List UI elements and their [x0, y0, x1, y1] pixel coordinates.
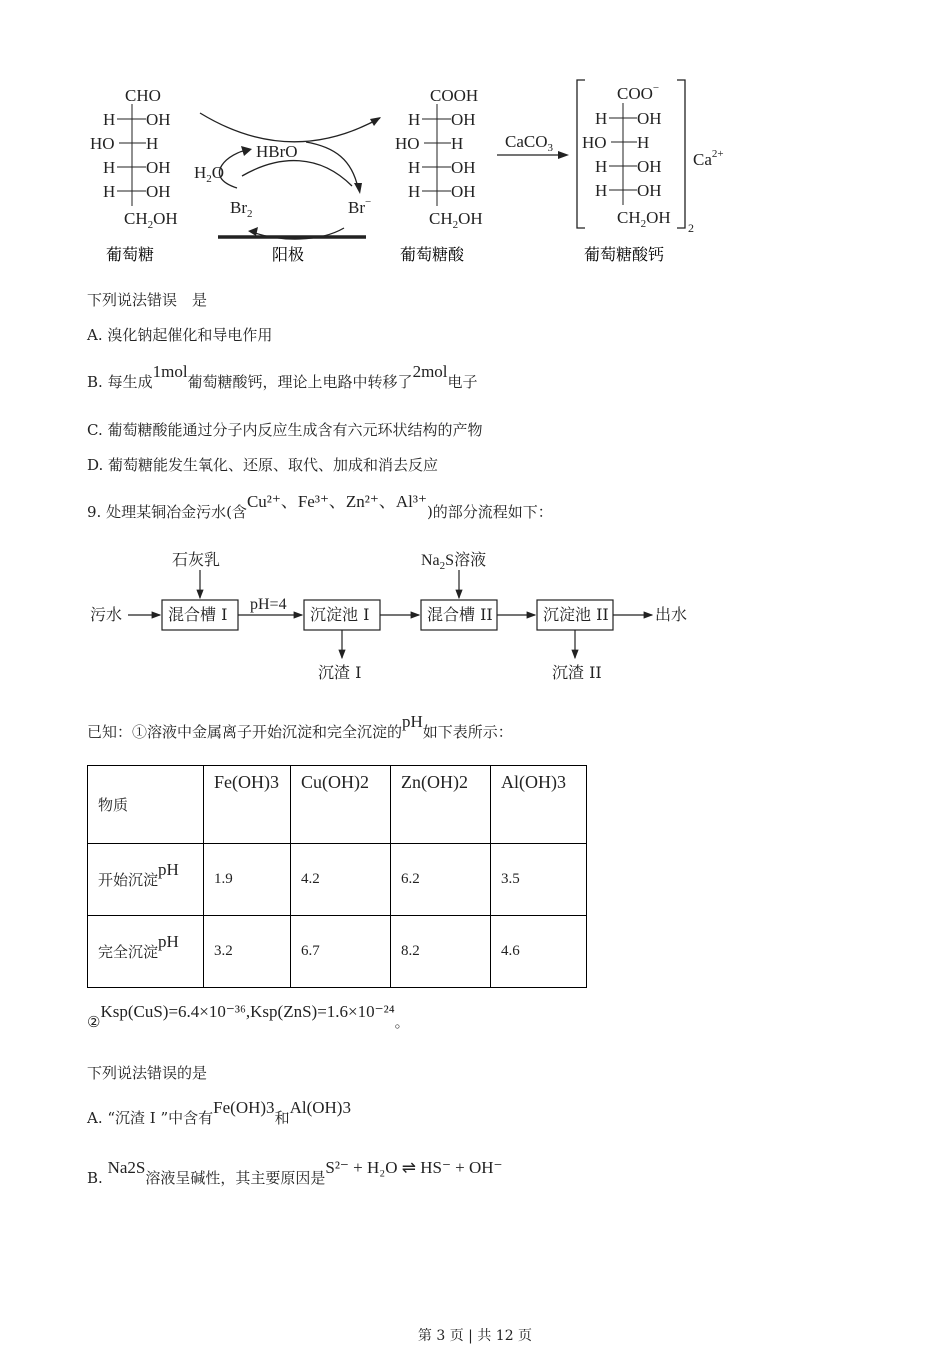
table-header: Fe(OH)3 [204, 766, 291, 844]
table-row-label: 完全沉淀pH [88, 916, 204, 988]
table-cell: 8.2 [391, 916, 491, 988]
ph-table [87, 765, 587, 988]
svg-text:OH: OH [451, 110, 476, 129]
table-header: Al(OH)3 [491, 766, 587, 844]
svg-text:OH: OH [146, 182, 171, 201]
q8-option-d[interactable]: D. 葡萄糖能发生氧化、还原、取代、加成和消去反应 [87, 456, 439, 474]
svg-text:H: H [637, 133, 650, 152]
flow-sludge-1: 沉渣 I [318, 663, 362, 682]
table-header: 物质 [88, 766, 204, 844]
q9-option-b[interactable]: B. Na2S溶液呈碱性，其主要原因是S²⁻ + H₂O ⇌ HS⁻ + OH⁻ [87, 1158, 503, 1187]
svg-text:OH: OH [637, 157, 662, 176]
svg-text:OH: OH [451, 182, 476, 201]
svg-text:Ca2+: $Ca^{2+}$ [693, 148, 724, 169]
svg-text:H: H [595, 109, 608, 128]
svg-text:HO: HO [582, 133, 607, 152]
glucose-structure [90, 86, 178, 231]
svg-text:OH: OH [146, 110, 171, 129]
flow-pool-1: 沉淀池 I [310, 605, 370, 624]
svg-text:H: H [408, 158, 421, 177]
svg-text:H: H [408, 182, 421, 201]
flow-tank-1: 混合槽 I [168, 605, 228, 624]
svg-text:H: H [103, 182, 116, 201]
process-flow-diagram [85, 545, 705, 690]
svg-text:CH2OH: $CH_2OH$ [429, 209, 483, 231]
flow-pool-2: 沉淀池 II [543, 605, 609, 624]
flow-outlet: 出水 [655, 605, 688, 624]
svg-text:CH2OH: $CH_2OH$ [124, 209, 178, 231]
svg-text:OH: OH [637, 109, 662, 128]
svg-text:H: H [103, 110, 116, 129]
gluconic-acid-structure [395, 86, 483, 231]
svg-text:OH: OH [146, 158, 171, 177]
flow-inlet: 污水 [90, 605, 123, 624]
q8-option-c[interactable]: C. 葡萄糖酸能通过分子内反应生成含有六元环状结构的产物 [87, 421, 483, 439]
q8-option-a[interactable]: A. 溴化钠起催化和导电作用 [87, 326, 273, 344]
svg-text:H: H [595, 157, 608, 176]
table-cell: 4.2 [291, 844, 391, 916]
svg-text:2: 2 [688, 221, 694, 235]
svg-text:Na2S溶液: $Na_2S$溶液 [421, 550, 487, 572]
table-cell: 3.2 [204, 916, 291, 988]
svg-text:COOH: COOH [430, 86, 479, 105]
q9-known-2: ②Ksp(CuS)=6.4×10⁻³⁶,Ksp(ZnS)=1.6×10⁻²⁴。 [87, 1002, 410, 1031]
table-header: Zn(OH)2 [391, 766, 491, 844]
q8-stem: 下列说法错误 是 [87, 291, 208, 309]
calcium-gluconate-structure [577, 80, 724, 235]
q9-option-a[interactable]: A. “沉渣 I ”中含有Fe(OH)3和Al(OH)3 [87, 1098, 351, 1127]
table-row-label: 开始沉淀pH [88, 844, 204, 916]
q9-stem: 9. 处理某铜冶金污水(含Cu²⁺、Fe³⁺、Zn²⁺、Al³⁺)的部分流程如下： [87, 492, 553, 521]
table-header-row [88, 766, 587, 844]
page-footer: 第 3 页 | 共 12 页 [417, 1328, 533, 1344]
anode-label: 阳极 [272, 245, 305, 264]
table-cell: 6.7 [291, 916, 391, 988]
svg-text:Br2: $Br_2$ [230, 198, 253, 220]
gluconic-label: 葡萄糖酸 [400, 245, 465, 264]
svg-text:HO: HO [395, 134, 420, 153]
svg-text:H: H [146, 134, 159, 153]
q9-known-1: 已知：①溶液中金属离子开始沉淀和完全沉淀的pH如下表所示： [87, 712, 513, 741]
flow-ph: pH=4 [250, 596, 287, 613]
hbro-label: HBrO [256, 142, 298, 161]
table-cell: 1.9 [204, 844, 291, 916]
flow-add-lime: 石灰乳 [172, 550, 221, 569]
table-cell: 4.6 [491, 916, 587, 988]
svg-text:H: H [595, 181, 608, 200]
svg-text:HO: HO [90, 134, 115, 153]
table-row [88, 916, 587, 988]
calcium-gluconate-label: 葡萄糖酸钙 [584, 245, 665, 264]
table-header: Cu(OH)2 [291, 766, 391, 844]
svg-text:H: H [103, 158, 116, 177]
svg-text:H2O: $H_2O$ [194, 163, 225, 185]
glucose-label: 葡萄糖 [106, 245, 155, 264]
svg-text:H: H [408, 110, 421, 129]
svg-text:H: H [451, 134, 464, 153]
q8-option-b[interactable]: B. 每生成1mol葡萄糖酸钙，理论上电路中转移了2mol电子 [87, 362, 478, 391]
table-cell: 3.5 [491, 844, 587, 916]
anode-mechanism [200, 113, 380, 239]
svg-text:OH: OH [451, 158, 476, 177]
table-cell: 6.2 [391, 844, 491, 916]
q9-stem-2: 下列说法错误的是 [87, 1064, 208, 1082]
svg-text:CH2OH: $CH_2OH$ [617, 208, 671, 230]
flow-sludge-2: 沉渣 II [552, 663, 602, 682]
svg-text:CHO: CHO [125, 86, 161, 105]
reaction-scheme [85, 78, 745, 273]
svg-text:Br−: Br− [348, 196, 372, 217]
svg-text:CaCO3: CaCO$_3$ [505, 132, 553, 154]
svg-text:OH: OH [637, 181, 662, 200]
table-row [88, 844, 587, 916]
flow-tank-2: 混合槽 II [427, 605, 493, 624]
svg-text:COO−: COO− [617, 82, 660, 103]
